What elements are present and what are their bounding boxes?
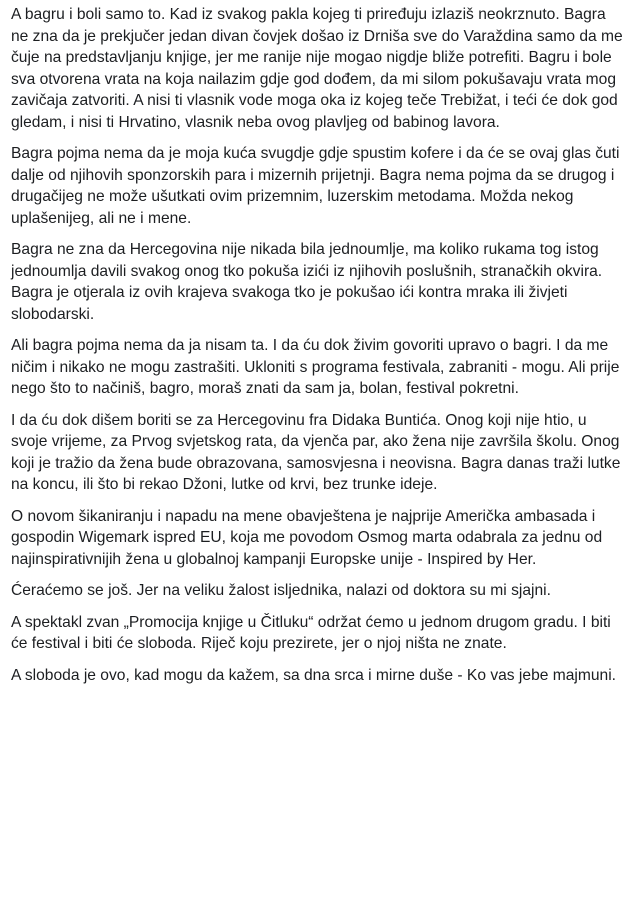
paragraph: Ali bagra pojma nema da ja nisam ta. I da ću dok živim govoriti upravo o bagri. I da me ničim i nikako ne mogu zastrašiti. Ukloniti s programa festivala, zabraniti - mogu. Ali prije nego što to načiniš, bagro, moraš znati da sam ja, bolan, festival pokretni. <box>11 337 620 397</box>
paragraph: A bagru i boli samo to. Kad iz svakog pakla kojeg ti priređuju izlaziš neokrznuto. Bagra ne zna da je prekjučer jedan divan čovjek došao iz Drniša sve do Varaždina samo da me čuje na predstavljanju knjige, jer me ranije nije mogao nigdje bliže potrefiti. Bagru i bole sva otvorena vrata na koja nailazim gdje god dođem, da mi silom pokušavaju vrata mog zavičaja zatvoriti. A nisi ti vlasnik vode moga oka iz kojeg teče Trebižat, i teći će dok god gledam, i nisi ti Hrvatino, vlasnik neba ovog plavljeg od babinog lavora. <box>11 6 623 131</box>
paragraph: Bagra ne zna da Hercegovina nije nikada bila jednoumlje, ma koliko rukama tog istog jednoumlja davili svakog onog tko pokuša izići iz njihovih poslušnih, stranačkih okvira. Bagra je otjerala iz ovih krajeva svakoga tko je pokušao ići kontra mraka ili živjeti slobodarski. <box>11 241 603 323</box>
paragraph: I da ću dok dišem boriti se za Hercegovinu fra Didaka Buntića. Onog koji nije htio, u svoje vrijeme, za Prvog svjetskog rata, da vjenča par, ako žena nije završila školu. Onog koji je tražio da žena bude obrazovana, samosvjesna i neovisna. Bagra danas traži lutke na koncu, ili što bi rekao Džoni, lutke od krvi, bez trunke ideje. <box>11 411 621 493</box>
paragraph: Bagra pojma nema da je moja kuća svugdje gdje spustim kofere i da će se ovaj glas čuti dalje od njihovih sponzorskih para i mizernih prijetnji. Bagra nema pojma da se drugog i drugačijeg ne može ušutkati ovim prizemnim, luzerskim metodama. Možda nekog uplašenijeg, ali ne i mene. <box>11 145 620 227</box>
paragraph: A spektakl zvan „Promocija knjige u Čitluku“ održat ćemo u jednom drugom gradu. I biti će festival i biti će sloboda. Riječ koju prezirete, jer o njoj ništa ne znate. <box>11 613 611 652</box>
paragraph: A sloboda je ovo, kad mogu da kažem, sa dna srca i mirne duše - Ko vas jebe majmuni. <box>11 666 617 684</box>
paragraph: O novom šikaniranju i napadu na mene obavještena je najprije Američka ambasada i gospodin Wigemark ispred EU, koja me povodom Osmog marta odabrala za jednu od najinspirativnijih žena u globalnoj kampanji Europske unije - Inspired by Her. <box>11 507 603 568</box>
paragraph: Ćeraćemo se još. Jer na veliku žalost isljednika, nalazi od doktora su mi sjajni. <box>11 582 551 599</box>
